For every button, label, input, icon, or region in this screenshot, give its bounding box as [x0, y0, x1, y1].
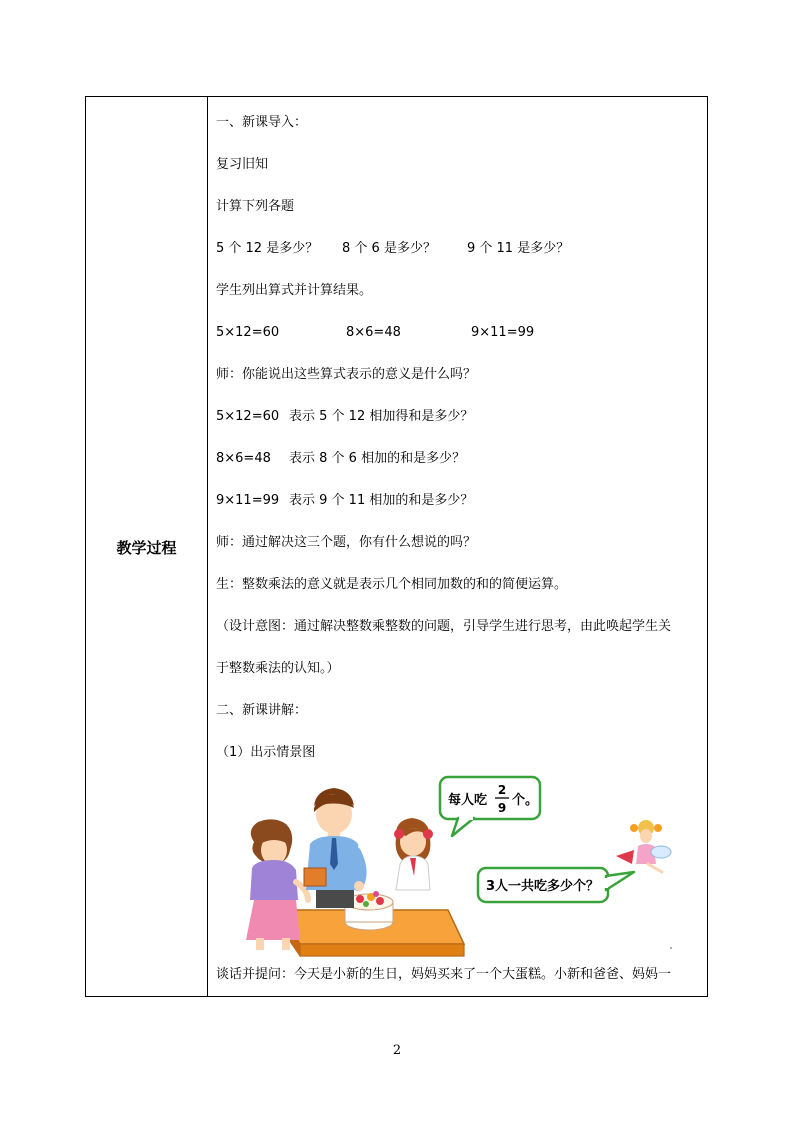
question-3: 9 个 11 是多少？ [467, 241, 570, 256]
fraction-numerator: 2 [497, 783, 507, 797]
father-figure [304, 788, 364, 908]
speech-bubble-total [478, 868, 634, 902]
equation-2: 8×6=48 [346, 325, 401, 340]
meaning-row [216, 451, 696, 467]
meaning-equation: 5×12=60 [216, 409, 280, 424]
meaning-text: 表示 8 个 6 相加的和是多少？ [289, 451, 466, 466]
column-divider [207, 97, 208, 996]
text-line: 复习旧知 [216, 157, 269, 172]
bubble1-suffix: 个。 [512, 793, 539, 808]
section-label: 教学过程 [116, 539, 177, 557]
fairy-figure [616, 820, 671, 872]
meaning-row [216, 409, 696, 425]
meaning-equation: 9×11=99 [216, 493, 280, 508]
text-line: 师：通过解决这三个题，你有什么想说的吗？ [216, 535, 477, 550]
mother-figure [246, 819, 308, 950]
equation-3: 9×11=99 [471, 325, 535, 340]
birthday-scene-svg [216, 772, 696, 957]
lesson-table [85, 96, 708, 997]
page-number: 2 [392, 1043, 402, 1058]
text-line: 学生列出算式并计算结果。 [216, 283, 373, 298]
meaning-text: 表示 5 个 12 相加得和是多少？ [289, 409, 474, 424]
text-line: （设计意图：通过解决整数乘整数的问题，引导学生进行思考，由此唤起学生关 [216, 619, 672, 634]
text-line: 一、新课导入： [216, 115, 308, 130]
text-line: （1）出示情景图 [216, 745, 316, 760]
text-line: 于整数乘法的认知。） [216, 661, 340, 676]
text-line: 计算下列各题 [216, 199, 295, 214]
text-line-multi [216, 241, 696, 257]
meaning-equation: 8×6=48 [216, 451, 271, 466]
text-line: 二、新课讲解： [216, 703, 308, 718]
bubble2-text: 3人一共吃多少个？ [486, 879, 600, 894]
question-2: 8 个 6 是多少？ [342, 241, 436, 256]
equation-1: 5×12=60 [216, 325, 280, 340]
meaning-row [216, 493, 696, 509]
meaning-text: 表示 9 个 11 相加的和是多少？ [289, 493, 474, 508]
text-line: 生：整数乘法的意义就是表示几个相同加数的和的简便运算。 [216, 577, 568, 592]
text-line: 师：你能说出这些算式表示的意义是什么吗？ [216, 367, 477, 382]
scene-illustration [216, 772, 696, 957]
text-line: 谈话并提问：今天是小新的生日，妈妈买来了一个大蛋糕。小新和爸爸、妈妈一 [216, 967, 672, 982]
bubble1-prefix: 每人吃 [448, 793, 488, 808]
question-1: 5 个 12 是多少？ [216, 241, 319, 256]
speech-bubble-each-eats [440, 777, 540, 836]
girl-figure [394, 818, 433, 890]
fraction-denominator: 9 [497, 801, 507, 815]
equation-row [216, 325, 696, 341]
